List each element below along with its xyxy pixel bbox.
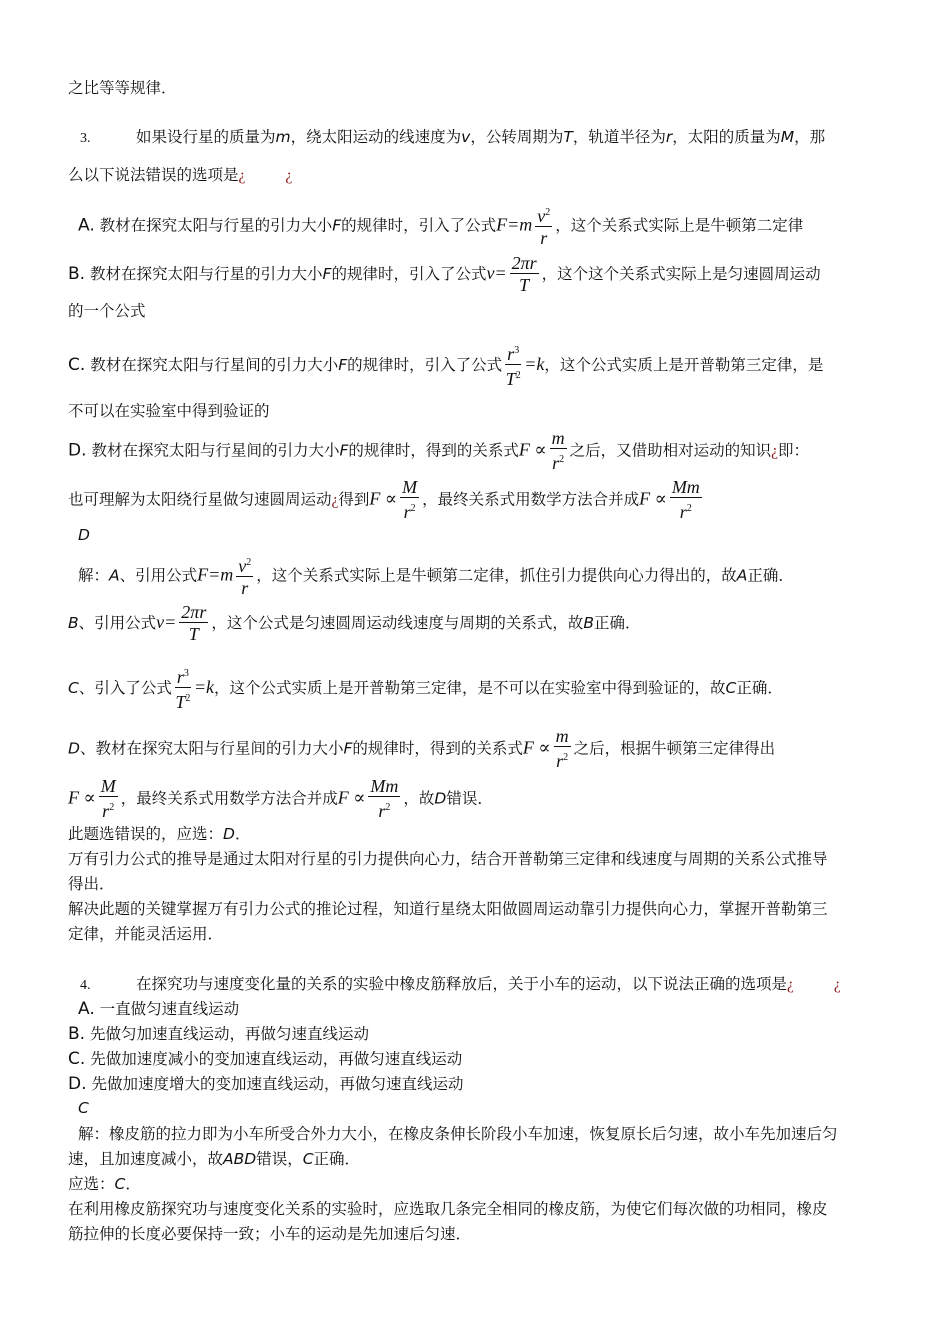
formula: F ∝: [639, 488, 667, 509]
analysis-text: 万有引力公式的推导是通过太阳对行星的引力提供向心力，结合开普勒第三定律和线速度与周期的关系公式推导: [68, 850, 828, 868]
sol-text: ，这个公式是匀速圆周运动线速度与周期的关系式，故: [211, 614, 584, 632]
option-text: 的规律时，引入了公式: [347, 356, 503, 374]
formula: F ∝: [369, 488, 398, 509]
formula: v=: [486, 263, 507, 283]
numerator: Mm: [671, 477, 700, 497]
sol-text: 、引用公式: [78, 614, 157, 632]
option-text: 先做加速度减小的变加速直线运动，再做匀速直线运动: [90, 1050, 463, 1068]
fraction: $\frac{r^3}{T^2}$: [175, 664, 191, 713]
formula: F ∝: [518, 439, 547, 460]
answer-blank: ¿: [771, 442, 778, 460]
q3-solution-a: [78, 553, 794, 599]
numerator: r: [176, 667, 184, 687]
q3-stem: ，那: [794, 128, 826, 146]
q3-choose: [68, 824, 250, 844]
answer-blank: ¿: [331, 491, 339, 509]
var: D: [434, 789, 447, 808]
denominator: r: [241, 578, 249, 598]
option-text: ，这个关系式实际上是牛顿第二定律: [555, 216, 804, 235]
denominator: r: [540, 228, 548, 248]
var: B: [68, 614, 79, 632]
answer-blank: ¿: [238, 167, 246, 184]
sol-text: ．: [234, 825, 251, 843]
option-text: ，这个公式实质上是开普勒第三定律，是: [544, 356, 824, 374]
fraction: [510, 253, 539, 296]
sol-text: 正确．: [593, 614, 641, 632]
q4-stem: [68, 974, 841, 996]
fraction: [179, 602, 208, 645]
var: C: [302, 1150, 314, 1168]
var: r: [665, 128, 673, 146]
intro-text: 之比等等规律．: [68, 79, 177, 97]
comment-text: 解决此题的关键掌握万有引力公式的推论过程，知道行星绕太阳做圆周运动靠引力提供向心力，掌握开普勒第三: [68, 900, 828, 918]
option-text: 教材在探究太阳与行星的引力大小: [90, 265, 323, 283]
sol-text: 的规律时，得到的关系式: [352, 739, 523, 758]
sol-text: ，这个公式实质上是开普勒第三定律，是不可以在实验室中得到验证的，故: [214, 679, 726, 697]
q4-option-a: [78, 999, 239, 1019]
option-text: 之后，又借助相对运动的知识: [569, 441, 772, 460]
q3-stem: ，太阳的质量为: [672, 128, 781, 146]
sol-text: 解：: [78, 566, 110, 585]
q3-number: 3.: [80, 131, 91, 146]
sol-text: 、引入了公式: [78, 679, 172, 697]
sol-text: 正确．: [747, 566, 794, 585]
q3-stem: 么以下说法错误的选项是: [68, 166, 239, 184]
option-text: 教材在探究太阳与行星的引力大小: [99, 216, 333, 235]
q3-option-b: [68, 253, 821, 296]
comment-text: 在利用橡皮筋探究功与速度变化关系的实验时，应选取几条完全相同的橡皮筋，为使它们每次做的功相同，橡皮: [68, 1200, 828, 1218]
sol-text: 、引用公式: [119, 566, 198, 585]
sol-text: 错误，: [256, 1150, 303, 1168]
fraction: $\frac{v^2}{r}$: [236, 553, 253, 599]
formula: =k: [193, 677, 214, 697]
denominator: T: [505, 369, 516, 389]
q4-stem-text: 在探究功与速度变化量的关系的实验中橡皮筋释放后，关于小车的运动，以下说法正确的选项是: [136, 975, 788, 993]
option-text: 一直做匀速直线运动: [99, 1000, 240, 1018]
var: A: [736, 566, 748, 585]
denominator: T: [188, 624, 199, 644]
q4-solution: 解：橡皮筋的拉力即为小车所受合外力大小，在橡皮条伸长阶段小车加速，恢复原长后匀速，故小车先加速后匀: [78, 1125, 838, 1143]
option-label: D.: [68, 440, 87, 461]
var: F: [339, 441, 349, 460]
option-text: ，这个这个关系式实际上是匀速圆周运动: [541, 265, 821, 283]
option-text: 得到: [338, 490, 370, 509]
sol-text: 速，且加速度减小，故: [68, 1150, 224, 1168]
denominator: r: [378, 801, 386, 821]
denominator: r: [556, 751, 564, 771]
fraction: $\frac{m}{r^2}$: [551, 428, 565, 473]
q4-solution-line2: [68, 1149, 360, 1169]
var: A: [109, 566, 120, 585]
sol-text: 、教材在探究太阳与行星间的引力大小: [79, 739, 344, 758]
sol-text: ，最终关系式用数学方法合并成: [120, 789, 338, 808]
option-label: B.: [68, 1024, 86, 1044]
fraction: $\frac{Mm}{r^2}$: [370, 776, 399, 821]
option-label: D.: [68, 1074, 87, 1094]
option-text: ，最终关系式用数学方法合并成: [422, 490, 640, 509]
option-text: 教材在探究太阳与行星间的引力大小: [91, 441, 340, 460]
fraction: $\frac{r^3}{T^2}$: [505, 341, 521, 390]
var: C: [68, 679, 79, 697]
sol-text: ，这个关系式实际上是牛顿第二定律，抓住引力提供向心力得出的，故: [256, 566, 737, 585]
q3-stem-line2: [68, 165, 292, 186]
sol-text: 正确．: [736, 679, 783, 697]
var: v: [461, 128, 471, 146]
formula: =k: [524, 354, 545, 374]
var: D: [68, 739, 80, 758]
answer-blank: ¿: [833, 976, 841, 993]
var: F: [343, 739, 353, 758]
q4-option-d: [68, 1074, 463, 1094]
comment-text: 定律，并能灵活运用．: [68, 925, 224, 943]
option-text: 不可以在实验室中得到验证的: [68, 402, 270, 420]
sol-text: ．: [125, 1175, 141, 1193]
numerator: Mm: [370, 776, 399, 796]
q4-option-b: [68, 1024, 369, 1044]
option-text: 先做加速度增大的变加速直线运动，再做匀速直线运动: [91, 1075, 464, 1093]
q3-option-a: [78, 203, 803, 249]
option-label: B.: [68, 264, 86, 284]
denominator: r: [403, 502, 411, 522]
answer-blank: ¿: [787, 976, 794, 993]
numerator: M: [402, 477, 418, 497]
q3-solution-b: [68, 602, 641, 645]
q4-number: 4.: [80, 978, 91, 993]
formula: F=m: [197, 564, 234, 585]
q3-stem: ，绕太阳运动的线速度为: [290, 128, 462, 146]
sol-text: 应选：: [68, 1175, 115, 1193]
formula: F=m: [496, 214, 533, 235]
option-text: 即：: [777, 441, 809, 460]
fraction: $\frac{v^2}{r}$: [535, 203, 552, 249]
formula: F ∝: [68, 787, 96, 808]
var: T: [563, 128, 573, 146]
formula: F ∝: [522, 737, 551, 758]
sol-text: 正确．: [313, 1150, 361, 1168]
numerator: v: [238, 556, 247, 576]
option-label: C.: [68, 355, 86, 375]
option-text: 先做匀加速直线运动，再做匀速直线运动: [90, 1025, 370, 1043]
fraction: $\frac{Mm}{r^2}$: [671, 477, 700, 522]
q3-option-c: [68, 341, 823, 390]
numerator: r: [507, 344, 515, 364]
option-label: C.: [68, 1049, 86, 1069]
q3-solution-d-line2: [68, 776, 493, 822]
formula: v=: [156, 612, 177, 632]
numerator: m: [551, 428, 565, 448]
q4-option-c: [68, 1049, 462, 1069]
q4-answer: C: [78, 1099, 89, 1117]
q3-option-d: [68, 428, 809, 474]
var: C: [725, 679, 737, 697]
answer-blank: ¿: [285, 167, 293, 184]
numerator: m: [555, 726, 569, 746]
q4-choose: [68, 1174, 141, 1194]
option-label: A.: [78, 215, 95, 236]
denominator: r: [552, 453, 560, 473]
sol-text: 之后，根据牛顿第三定律得出: [573, 739, 776, 758]
var: B: [583, 614, 594, 632]
var: ABD: [223, 1150, 257, 1168]
numerator: 2πr: [181, 602, 207, 622]
numerator: v: [537, 206, 546, 226]
denominator: T: [175, 692, 186, 712]
var: D: [223, 825, 235, 843]
sol-text: 错误．: [446, 789, 493, 808]
q3-stem: 如果设行星的质量为: [136, 128, 276, 146]
numerator: 2πr: [511, 253, 537, 273]
q3-solution-c: [68, 664, 783, 713]
option-text: 的一个公式: [68, 302, 146, 320]
option-text: 的规律时，得到的关系式: [348, 441, 519, 460]
q3-solution-d: [68, 726, 775, 772]
option-label: A.: [78, 999, 95, 1019]
var: F: [332, 216, 342, 235]
var: F: [322, 265, 332, 283]
var: C: [114, 1175, 126, 1193]
numerator: M: [100, 776, 116, 796]
option-text: 的规律时，引入了公式: [341, 216, 497, 235]
fraction: $\frac{m}{r^2}$: [555, 726, 569, 771]
sol-text: 此题选错误的，应选：: [68, 825, 224, 843]
option-text: 的规律时，引入了公式: [331, 265, 487, 283]
denominator: r: [679, 502, 687, 522]
q3-answer: D: [78, 526, 90, 544]
option-text: 教材在探究太阳与行星间的引力大小: [90, 356, 339, 374]
fraction: $\frac{M}{r^2}$: [402, 477, 418, 522]
q3-stem: ，公转周期为: [470, 128, 564, 146]
q3-stem: ，轨道半径为: [572, 128, 666, 146]
q3-option-d-line2: [68, 477, 705, 523]
var: M: [780, 128, 795, 146]
sol-text: ，故: [403, 789, 435, 808]
analysis-text: 得出．: [68, 875, 115, 893]
comment-text: 筋拉伸的长度必要保持一致；小车的运动是先加速后匀速．: [68, 1225, 472, 1243]
option-text: 也可理解为太阳绕行星做匀速圆周运动: [68, 490, 332, 509]
var: m: [275, 128, 291, 146]
q3-stem-line1: [68, 127, 825, 149]
fraction: $\frac{M}{r^2}$: [100, 776, 116, 821]
formula: F ∝: [337, 787, 366, 808]
denominator: T: [519, 275, 530, 295]
denominator: r: [102, 801, 110, 821]
var: F: [338, 356, 348, 374]
